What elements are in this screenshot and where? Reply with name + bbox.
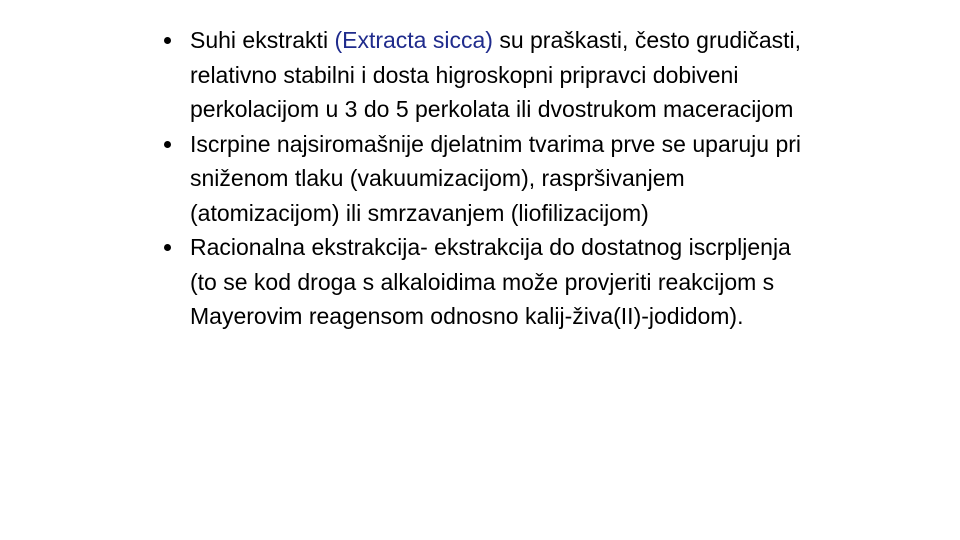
bullet-dot-icon — [164, 244, 171, 251]
bullet-dot-icon — [164, 141, 171, 148]
bullet-1-latin-term: (Extracta sicca) — [334, 27, 493, 53]
bullet-item-racionalna-ekstrakcija — [164, 230, 824, 334]
bullet-item-suhi-ekstrakti — [164, 23, 824, 127]
bullet-1-text-start: Suhi ekstrakti — [190, 27, 335, 53]
bullet-1-text-end: su praškasti, često grudičasti, relativno stabilni i dosta higroskopni pripravci dobiveni perkolacijom u 3 do 5 perkolata ili dvostrukom maceracijom — [190, 27, 802, 122]
bullet-2-text: Iscrpine najsiromašnije djelatnim tvarima prve se uparuju pri sniženom tlaku (vakuumizacijom), raspršivanjem (atomizacijom) ili smrzavanjem (liofilizacijom) — [190, 130, 802, 226]
bullet-3-text: Racionalna ekstrakcija- ekstrakcija do dostatnog iscrpljenja (to se kod droga s alkaloidima može provjeriti reakcijom s Mayerovim reagensom odnosno kalij-živa(II)-jodidom). — [190, 234, 791, 329]
bullet-list — [164, 23, 824, 334]
bullet-item-iscrpine — [164, 127, 824, 231]
bullet-dot-icon — [164, 37, 171, 44]
